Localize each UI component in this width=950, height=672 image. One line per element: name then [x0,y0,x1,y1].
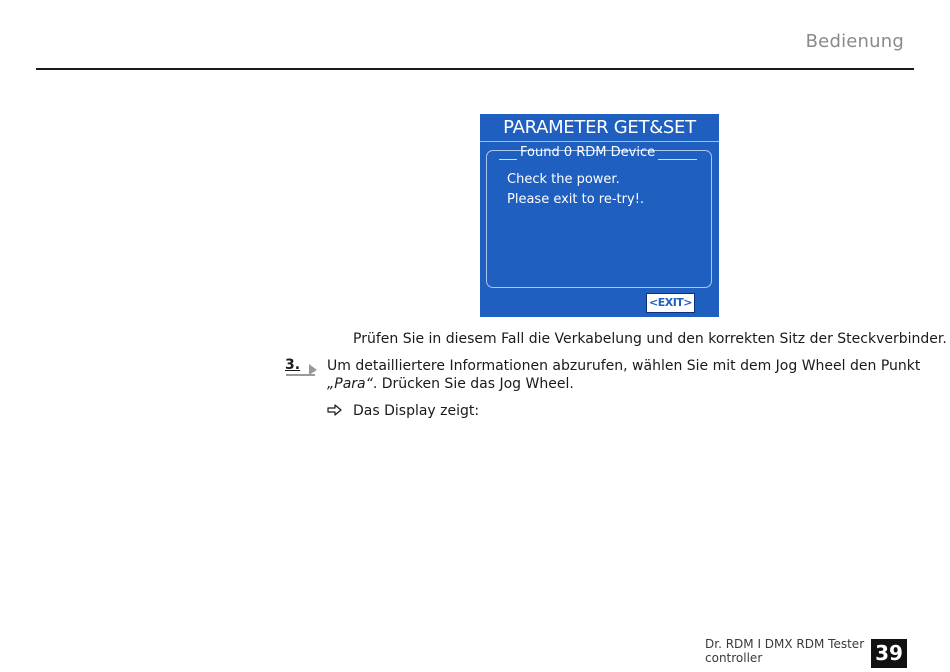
exit-button[interactable]: <EXIT> [646,293,695,313]
screen-title-divider [480,141,719,142]
step-text-line-2-rest: . Drücken Sie das Jog Wheel. [372,376,574,392]
step-text-line-2 [327,375,574,393]
screen-line-2: Please exit to re-try!. [507,192,645,207]
screen-frame [486,145,712,288]
screen-line-1: Check the power. [507,172,620,187]
page-number: 39 [871,639,907,668]
note-text: Prüfen Sie in diesem Fall die Verkabelung und den korrekten Sitz der Steckverbinder. [353,331,947,347]
result-text: Das Display zeigt: [353,403,480,419]
header-rule [36,68,914,70]
frame-heading-line-left [499,159,517,160]
step-number: 3. [285,357,301,373]
footer-product-name [705,637,864,665]
frame-heading-line-right [658,159,697,160]
step-text-line-1: Um detailliertere Informationen abzurufen, wählen Sie mit dem Jog Wheel den Punkt [327,358,921,374]
step-arrow-icon [285,360,319,378]
footer-product-line-1: Dr. RDM I DMX RDM Tester [705,637,865,651]
frame-heading [499,145,697,161]
frame-heading-text: Found 0 RDM Device [520,145,656,160]
result-arrow-icon [327,403,343,417]
screen-title: PARAMETER GET&SET [503,117,696,138]
footer-product-line-2: controller [705,651,763,665]
section-title: Bedienung [805,31,904,52]
device-screen [480,114,719,317]
para-menu-item: „Para“ [327,376,373,392]
